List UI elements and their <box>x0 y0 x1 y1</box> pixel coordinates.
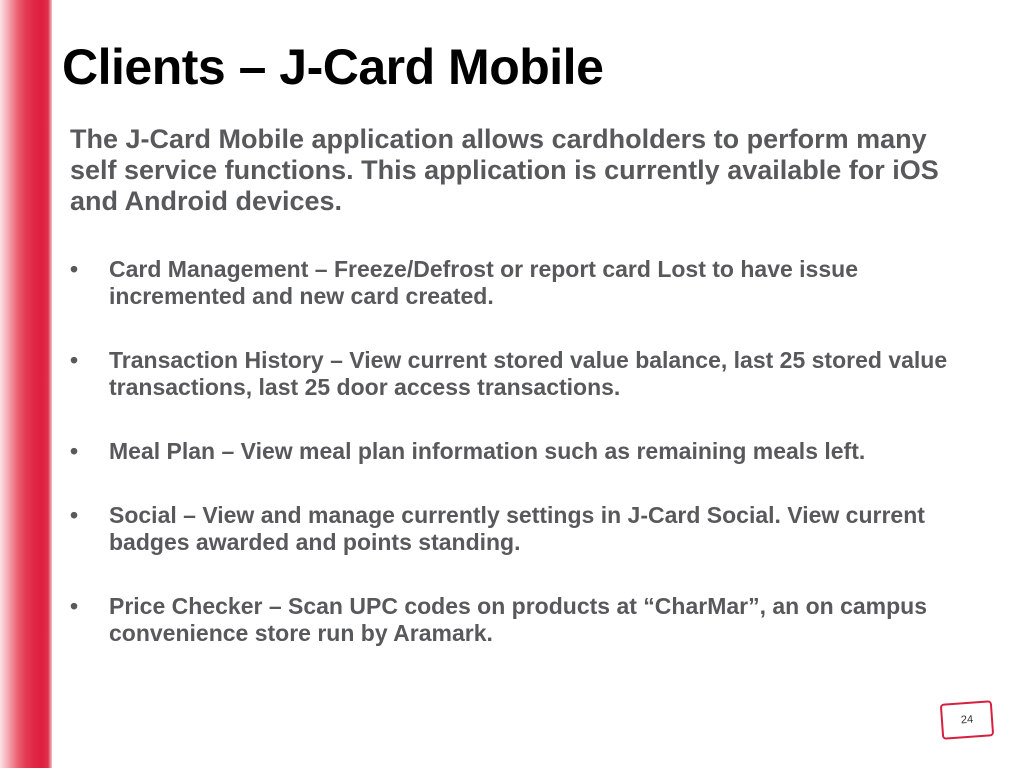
bullet-dot-icon: • <box>70 438 79 464</box>
bullet-dot-icon: • <box>70 256 79 282</box>
bullet-card-management <box>70 256 990 310</box>
bullet-dot-icon: • <box>70 593 79 619</box>
page-number: 24 <box>960 713 974 727</box>
bullet-meal-plan <box>70 438 990 465</box>
bullet-list <box>70 256 990 684</box>
bullet-text: Social – View and manage currently settings in J-Card Social. View current badges awarded and points standing. <box>109 502 925 555</box>
bullet-text: Card Management – Freeze/Defrost or report card Lost to have issue incremented and new card created. <box>109 256 858 309</box>
bullet-price-checker <box>70 593 990 647</box>
bullet-dot-icon: • <box>70 502 79 528</box>
bullet-text: Meal Plan – View meal plan information such as remaining meals left. <box>109 438 866 464</box>
bullet-social <box>70 502 990 556</box>
bullet-dot-icon: • <box>70 347 79 373</box>
bullet-text: Transaction History – View current stored value balance, last 25 stored value transactions, last 25 door access transactions. <box>109 347 948 400</box>
intro-paragraph: The J-Card Mobile application allows cardholders to perform many self service functions. This application is currently available for iOS and Android devices. <box>70 124 939 216</box>
decorative-side-bar <box>0 0 52 768</box>
bullet-text: Price Checker – Scan UPC codes on products at “CharMar”, an on campus convenience store run by Aramark. <box>109 593 928 646</box>
slide-title: Clients – J-Card Mobile <box>62 39 604 95</box>
bullet-transaction-history <box>70 347 990 401</box>
page-number-badge <box>940 700 994 740</box>
